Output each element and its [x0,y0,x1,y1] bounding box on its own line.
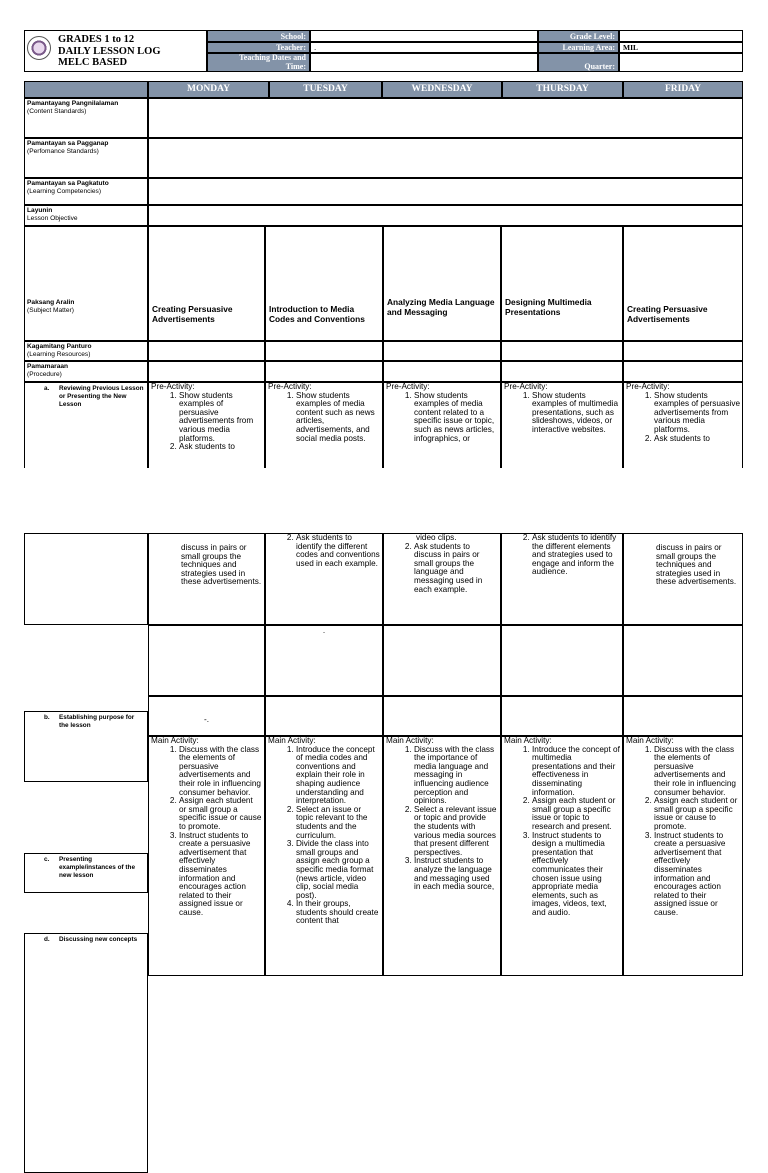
pre-activity-cont-monday[interactable] [148,533,265,625]
main-activity-thursday[interactable] [501,736,623,976]
pre-activity-heading-thursday: Pre-Activity: [504,382,548,391]
subject-matter-subtitle: (Subject Matter) [27,307,74,315]
content-standards-title: Pamantayang Pangnilalaman [27,100,119,107]
pre-item: 1. Show students examples of multimedia presentations, such as slideshows, videos, or interactive websites. [532,392,620,435]
main-activity-wednesday[interactable] [383,736,501,976]
purpose-letter: b. [44,714,50,721]
teaching-dates-label-line1: Teaching Dates and [239,53,306,62]
topic-monday: Creating Persuasive Advertisements [152,304,233,324]
topic-tuesday: Introduction to Media Codes and Conventions [269,304,365,324]
main-activity-monday[interactable] [148,736,265,976]
purpose-cell-tuesday[interactable] [265,625,383,696]
procedure-subtitle: (Procedure) [27,371,62,379]
pre-item: 2. Ask students to [179,443,262,452]
reviewing-label: Reviewing Previous Lesson or Presenting the New Lesson [59,385,144,408]
purpose-label: Establishing purpose for the lesson [59,714,135,729]
main-item: 2. Select an issue or topic relevant to the students and the curriculum. [296,806,380,840]
row-label-reviewing [24,382,148,468]
pre-activity-cont-friday[interactable] [623,533,743,625]
day-header-friday: FRIDAY [623,81,743,98]
day-header-thursday: THURSDAY [502,81,623,98]
main-item: 3. Instruct students to create a persuasive advertisement that effectively disseminates information and encourages action related to their assigned issue or cause. [654,832,740,918]
main-activity-heading-thursday: Main Activity: [504,736,552,745]
presenting-cell-thursday[interactable] [501,696,623,736]
pre-item: 1. Show students examples of media content related to a specific issue or topic, such as news articles, infographics, or [414,392,498,444]
main-item: 2. Assign each student or small group a specific issue or cause to promote. [654,797,740,831]
pre-item: 2. Ask students to identify the different codes and conventions used in each example. [296,534,380,568]
main-item: 2. Assign each student or small group a specific issue or topic to research and present. [532,797,620,831]
performance-standards-title: Pamantayan sa Pagganap [27,140,109,147]
subject-cell-thursday[interactable] [501,226,623,341]
pre-activity-heading-friday: Pre-Activity: [626,382,670,391]
purpose-cell-thursday[interactable] [501,625,623,696]
school-field[interactable] [310,30,538,42]
procedure-cell-tuesday[interactable] [265,361,383,382]
resources-subtitle: (Learning Resources) [27,351,91,359]
resources-cell-tuesday[interactable] [265,341,383,361]
main-activity-heading-wednesday: Main Activity: [386,736,434,745]
discussing-label: Discussing new concepts [59,936,138,943]
corner-header-cell [24,81,148,98]
teaching-dates-field[interactable] [310,53,538,72]
row-label-content-standards [24,98,148,138]
procedure-cell-friday[interactable] [623,361,743,382]
purpose-mark-tuesday: . [322,626,326,635]
main-activity-tuesday[interactable] [265,736,383,976]
pre-activity-wednesday[interactable] [383,382,501,468]
row-label-learning-competencies [24,178,148,205]
subject-matter-title: Paksang Aralin [27,299,75,306]
pre-cont-text-friday: discuss in pairs or small groups the techniques and strategies used in these advertisements. [656,543,737,587]
learning-competencies-field[interactable] [148,178,743,205]
topic-thursday: Designing Multimedia Presentations [505,297,592,317]
discussing-letter: d. [44,936,50,943]
procedure-cell-monday[interactable] [148,361,265,382]
pre-cont-text-monday: discuss in pairs or small groups the techniques and strategies used in these advertisements. [181,543,262,587]
main-item: 3. Divide the class into small groups and assign each group a specific media format (news article, video clip, social media post). [296,840,380,900]
main-item: 1. Introduce the concept of media codes and conventions and explain their role in shaping audience understanding and interpretation. [296,746,380,806]
main-item: 2. Assign each student or small group a specific issue or cause to promote. [179,797,262,831]
pre-activity-thursday[interactable] [501,382,623,468]
purpose-cell-wednesday[interactable] [383,625,501,696]
main-activity-heading-tuesday: Main Activity: [268,736,316,745]
resources-cell-wednesday[interactable] [383,341,501,361]
learning-competencies-subtitle: (Learning Competencies) [27,188,102,196]
pre-item: 2. Ask students to [654,435,740,444]
row-label-objective [24,205,148,226]
purpose-cell-friday[interactable] [623,625,743,696]
subject-cell-wednesday[interactable] [383,226,501,341]
procedure-cell-wednesday[interactable] [383,361,501,382]
presenting-label: Presenting example/instances of the new lesson [59,856,136,879]
teaching-dates-label-line2: Time: [285,61,306,71]
main-activity-heading-friday: Main Activity: [626,736,674,745]
presenting-cell-tuesday[interactable] [265,696,383,736]
pre-activity-monday[interactable] [148,382,265,468]
pre-item: 1. Show students examples of persuasive advertisements from various media platforms. [179,392,262,444]
resources-title: Kagamitang Panturo [27,343,92,350]
presenting-letter: c. [44,856,50,863]
topic-friday: Creating Persuasive Advertisements [627,304,708,324]
title-line-1: GRADES 1 to 12 [58,34,135,45]
deped-seal-icon [27,36,51,60]
content-standards-field[interactable] [148,98,743,138]
school-label: School: [207,30,310,42]
subject-cell-friday[interactable] [623,226,743,341]
learning-area-label: Learning Area: [538,42,619,53]
pre-activity-cont-tuesday[interactable] [265,533,383,625]
day-header-wednesday: WEDNESDAY [382,81,502,98]
continued-label-cell [24,533,148,625]
quarter-label: Quarter: [538,53,619,72]
content-standards-subtitle: (Content Standards) [27,108,87,116]
pre-activity-tuesday[interactable] [265,382,383,468]
pre-cont-text-wednesday: video clips. [416,533,457,542]
main-item: 1. Discuss with the class the importance of media language and messaging in influencing audience perception and opinions. [414,746,498,806]
row-label-performance-standards [24,138,148,178]
row-label-discussing-concepts [24,933,148,1173]
title-line-2: DAILY LESSON LOG [58,45,161,57]
procedure-title: Pamamaraan [27,363,69,370]
row-label-subject-matter [24,226,148,341]
resources-cell-monday[interactable] [148,341,265,361]
pre-activity-heading-wednesday: Pre-Activity: [386,382,430,391]
learning-competencies-title: Pamantayan sa Pagkatuto [27,180,109,187]
main-item: 1. Discuss with the class the elements of persuasive advertisements and their role in influencing consumer behavior. [179,746,262,798]
objective-title: Layunin [27,207,53,214]
presenting-cell-monday[interactable] [148,696,265,736]
row-label-establishing-purpose [24,711,148,782]
presenting-cell-friday[interactable] [623,696,743,736]
quarter-field[interactable] [619,53,743,72]
pre-activity-heading-monday: Pre-Activity: [151,382,195,391]
performance-standards-subtitle: (Perfomance Standards) [27,148,99,156]
objective-field[interactable] [148,205,743,226]
reviewing-letter: a. [44,385,50,392]
learning-area-field[interactable]: MIL [619,42,743,53]
row-label-procedure [24,361,148,382]
row-label-presenting-examples [24,853,148,893]
header-title [58,34,161,69]
pre-item: 2. Ask students to discuss in pairs or small groups the language and messaging used in each example. [414,543,498,595]
day-header-monday: MONDAY [148,81,269,98]
pre-activity-heading-tuesday: Pre-Activity: [268,382,312,391]
pre-item: 1. Show students examples of persuasive advertisements from various media platforms. [654,392,740,435]
teacher-label: Teacher: [207,42,310,53]
grade-level-label: Grade Level: [538,30,619,42]
pre-activity-friday[interactable] [623,382,743,468]
main-item: 3. Instruct students to create a persuasive advertisement that effectively disseminates information and encourages action related to their assigned issue or cause. [179,832,262,918]
pre-item: 1. Show students examples of media content such as news articles, advertisements, and social media posts. [296,392,380,444]
resources-cell-thursday[interactable] [501,341,623,361]
pre-activity-cont-thursday[interactable] [501,533,623,625]
main-item: 4. In their groups, students should create content that [296,900,380,926]
main-activity-friday[interactable] [623,736,743,976]
pre-activity-cont-wednesday[interactable] [383,533,501,625]
title-line-3: MELC BASED [58,57,128,68]
day-header-tuesday: TUESDAY [269,81,382,98]
procedure-cell-thursday[interactable] [501,361,623,382]
main-activity-heading-monday: Main Activity: [151,736,199,745]
main-item: 1. Introduce the concept of multimedia presentations and their effectiveness in disseminating information. [532,746,620,798]
teacher-field[interactable]: . [310,42,538,53]
subject-cell-tuesday[interactable] [265,226,383,341]
row-label-resources [24,341,148,361]
main-item: 2. Select a relevant issue or topic and provide the students with various media sources that present different perspectives. [414,806,498,858]
main-item: 1. Discuss with the class the elements of persuasive advertisements and their role in influencing consumer behavior. [654,746,740,798]
performance-standards-field[interactable] [148,138,743,178]
topic-wednesday: Analyzing Media Language and Messaging [387,297,495,317]
subject-cell-monday[interactable] [148,226,265,341]
objective-subtitle: Lesson Objective [27,215,78,223]
teaching-dates-label [207,53,310,72]
grade-level-field[interactable] [619,30,743,42]
main-item: 3. Instruct students to analyze the language and messaging used in each media source, [414,857,498,891]
presenting-cell-wednesday[interactable] [383,696,501,736]
presenting-mark-monday: -. [204,715,210,724]
pre-item: 2. Ask students to identify the different elements and strategies used to engage and inform the audience. [532,534,620,577]
purpose-cell-monday[interactable] [148,625,265,696]
main-item: 3. Instruct students to design a multimedia presentation that effectively communicates their chosen issue using appropriate media elements, such as images, videos, text, and audio. [532,832,620,918]
resources-cell-friday[interactable] [623,341,743,361]
